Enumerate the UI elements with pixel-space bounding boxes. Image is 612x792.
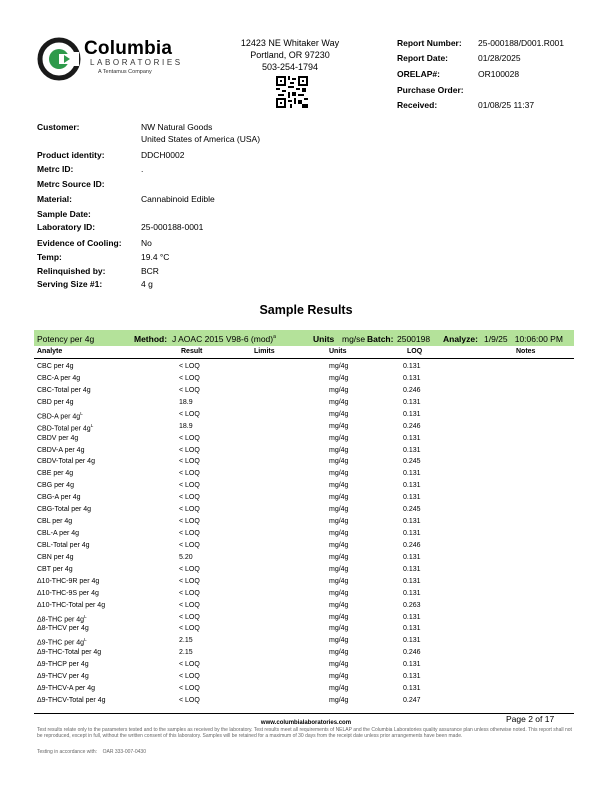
table-row xyxy=(0,494,612,506)
column-header-loq: LOQ xyxy=(407,348,423,355)
analyte-cell: CBC-Total per 4g xyxy=(37,386,91,394)
units-cell: mg/4g xyxy=(329,410,349,418)
units-cell: mg/4g xyxy=(329,470,349,478)
website-link[interactable]: www.columbialaboratories.com xyxy=(260,720,352,726)
units-cell: mg/4g xyxy=(329,649,349,657)
table-row xyxy=(0,423,612,435)
units-value: mg/se xyxy=(342,334,366,344)
report-number-label: Report Number: xyxy=(397,38,462,48)
units-cell: mg/4g xyxy=(329,589,349,597)
result-cell: < LOQ xyxy=(179,577,200,585)
loq-cell: 0.131 xyxy=(403,470,421,478)
units-cell: mg/4g xyxy=(329,434,349,442)
field-value: 4 g xyxy=(141,279,153,289)
field-value: 19.4 °C xyxy=(141,252,170,262)
orelap-value: OR100028 xyxy=(478,69,520,79)
report-number-value: 25-000188/D001.R001 xyxy=(478,38,565,48)
result-cell: < LOQ xyxy=(179,363,200,370)
result-cell: < LOQ xyxy=(179,589,200,597)
units-cell: mg/4g xyxy=(329,565,349,573)
loq-cell: 0.131 xyxy=(403,530,421,538)
table-row xyxy=(0,363,612,375)
field-value: DDCH0002 xyxy=(141,150,185,160)
table-row xyxy=(0,685,612,697)
method-value: J AOAC 2015 V98-6 (mod) xyxy=(172,334,274,344)
address-phone: 503-254-1794 xyxy=(261,62,319,72)
analyze-label: Analyze: xyxy=(443,334,478,344)
loq-cell: 0.263 xyxy=(403,601,421,609)
table-row xyxy=(0,435,612,447)
loq-cell: 0.131 xyxy=(403,363,421,370)
column-header-notes: Notes xyxy=(516,348,536,355)
result-cell: < LOQ xyxy=(179,565,200,573)
loq-cell: 0.131 xyxy=(403,553,421,561)
loq-cell: 0.131 xyxy=(403,625,421,633)
table-row xyxy=(0,375,612,387)
loq-cell: 0.131 xyxy=(403,494,421,502)
loq-cell: 0.131 xyxy=(403,446,421,454)
loq-cell: 0.131 xyxy=(403,518,421,526)
field-label: Relinquished by: xyxy=(37,266,106,276)
analyte-footnote: L xyxy=(90,422,94,428)
units-cell: mg/4g xyxy=(329,685,349,693)
field-label: Metrc ID: xyxy=(37,164,74,174)
loq-cell: 0.131 xyxy=(403,577,421,585)
units-cell: mg/4g xyxy=(329,541,349,549)
analyte-cell: CBT per 4g xyxy=(37,565,73,573)
units-cell: mg/4g xyxy=(329,518,349,526)
result-cell: < LOQ xyxy=(179,601,200,609)
table-row xyxy=(0,697,612,709)
result-cell: 2.15 xyxy=(179,649,193,657)
units-cell: mg/4g xyxy=(329,386,349,394)
loq-cell: 0.131 xyxy=(403,398,421,406)
analyte-cell: Δ10-THC-9R per 4g xyxy=(37,577,100,585)
units-cell: mg/4g xyxy=(329,422,349,430)
column-header-limits: Limits xyxy=(254,348,275,355)
testing-standard xyxy=(37,749,146,755)
result-cell: < LOQ xyxy=(179,386,200,394)
analyte-cell: Δ10-THC-9S per 4g xyxy=(37,589,99,597)
units-cell: mg/4g xyxy=(329,374,349,382)
table-row xyxy=(0,554,612,566)
analyte-cell: CBL-A per 4g xyxy=(37,530,80,538)
result-cell: 2.15 xyxy=(179,637,193,645)
section-title: Sample Results xyxy=(259,303,353,317)
result-cell: < LOQ xyxy=(179,530,200,538)
units-cell: mg/4g xyxy=(329,458,349,466)
method-footnote: a xyxy=(273,334,276,341)
report-date-label: Report Date: xyxy=(397,53,449,63)
result-cell: < LOQ xyxy=(179,673,200,681)
table-row xyxy=(0,482,612,494)
logo-subtitle: LABORATORIES xyxy=(90,58,183,67)
result-cell: < LOQ xyxy=(179,518,200,526)
loq-cell: 0.131 xyxy=(403,482,421,490)
analyte-cell: CBE per 4g xyxy=(37,470,74,478)
loq-cell: 0.246 xyxy=(403,541,421,549)
units-cell: mg/4g xyxy=(329,506,349,514)
units-cell: mg/4g xyxy=(329,398,349,406)
analyte-footnote: L xyxy=(84,613,87,619)
analyte-cell: CBC-A per 4g xyxy=(37,374,81,382)
field-value: No xyxy=(141,238,152,248)
table-row xyxy=(0,399,612,411)
units-label: Units xyxy=(313,334,335,344)
units-cell: mg/4g xyxy=(329,601,349,609)
units-cell: mg/4g xyxy=(329,553,349,561)
table-row xyxy=(0,566,612,578)
analyte-cell: CBDV per 4g xyxy=(37,434,79,442)
result-cell: < LOQ xyxy=(179,697,200,705)
testing-label: Testing in accordance with: xyxy=(37,749,98,755)
table-row xyxy=(0,673,612,685)
received-label: Received: xyxy=(397,100,438,110)
field-label: Laboratory ID: xyxy=(37,222,96,232)
table-row xyxy=(0,387,612,399)
analyte-cell: Δ8-THC per $4g^L$ xyxy=(37,613,87,623)
result-cell: < LOQ xyxy=(179,434,200,442)
result-cell: < LOQ xyxy=(179,374,200,382)
analyte-cell: Δ10-THC-Total per 4g xyxy=(37,601,106,609)
result-cell: < LOQ xyxy=(179,494,200,502)
analyze-value: 1/9/25 10:06:00 PM xyxy=(484,334,563,344)
units-cell: mg/4g xyxy=(329,697,349,705)
analyte-cell: CBD-A per $4g^L$ xyxy=(37,410,83,421)
result-cell: < LOQ xyxy=(179,458,200,466)
report-date-value: 01/28/2025 xyxy=(478,53,521,63)
units-cell: mg/4g xyxy=(329,661,349,669)
table-row xyxy=(0,530,612,542)
analyte-cell: CBDV-A per 4g xyxy=(37,446,85,454)
table-row xyxy=(0,458,612,470)
loq-cell: 0.246 xyxy=(403,422,421,430)
footer-divider xyxy=(34,713,574,714)
qr-code-icon xyxy=(276,76,308,108)
table-row xyxy=(0,614,612,626)
table-row xyxy=(0,637,612,649)
analyte-cell: Δ9-THC-Total per 4g xyxy=(37,649,102,657)
analyte-cell: Δ9-THCV-Total per 4g xyxy=(37,697,106,705)
units-cell: mg/4g xyxy=(329,577,349,585)
loq-cell: 0.131 xyxy=(403,685,421,693)
loq-cell: 0.131 xyxy=(403,673,421,681)
field-label: Serving Size #1: xyxy=(37,279,103,289)
result-cell: 5.20 xyxy=(179,553,193,561)
analyte-cell: CBD per 4g xyxy=(37,398,74,406)
address-line-1: 12423 NE Whitaker Way xyxy=(240,38,340,48)
analyte-cell: Δ9-THCV per 4g xyxy=(37,673,89,681)
analyte-cell: CBG-A per 4g xyxy=(37,494,81,502)
result-cell: 18.9 xyxy=(179,422,193,430)
loq-cell: 0.131 xyxy=(403,434,421,442)
result-cell: < LOQ xyxy=(179,506,200,514)
result-cell: < LOQ xyxy=(179,661,200,669)
units-cell: mg/4g xyxy=(329,613,349,621)
company-logo-icon xyxy=(37,37,81,81)
analyte-cell: CBG-Total per 4g xyxy=(37,506,92,514)
result-cell: < LOQ xyxy=(179,625,200,633)
field-label: Metrc Source ID: xyxy=(37,179,105,189)
column-header-units: Units xyxy=(329,348,347,355)
table-row xyxy=(0,661,612,673)
loq-cell: 0.131 xyxy=(403,613,421,621)
received-value: 01/08/25 11:37 xyxy=(478,100,535,110)
analyte-cell: Δ8-THCV per 4g xyxy=(37,625,89,633)
table-row xyxy=(0,590,612,602)
column-header-analyte: Analyte xyxy=(37,348,63,355)
analyte-cell: Δ9-THCV-A per 4g xyxy=(37,685,95,693)
header-divider xyxy=(34,358,574,359)
loq-cell: 0.246 xyxy=(403,386,421,394)
customer-country: United States of America (USA) xyxy=(141,134,261,144)
loq-cell: 0.131 xyxy=(403,637,421,645)
result-cell: < LOQ xyxy=(179,482,200,490)
analyte-cell: Δ9-THCP per 4g xyxy=(37,661,89,669)
loq-cell: 0.131 xyxy=(403,374,421,382)
units-cell: mg/4g xyxy=(329,363,349,370)
field-value: . xyxy=(141,164,144,174)
table-row xyxy=(0,625,612,637)
address-line-2: Portland, OR 97230 xyxy=(250,50,330,60)
units-cell: mg/4g xyxy=(329,446,349,454)
table-row xyxy=(0,649,612,661)
field-label: Product identity: xyxy=(37,150,105,160)
analyte-cell: CBG per 4g xyxy=(37,482,74,490)
result-cell: < LOQ xyxy=(179,446,200,454)
loq-cell: 0.245 xyxy=(403,506,421,514)
field-value: BCR xyxy=(141,266,159,276)
result-cell: < LOQ xyxy=(179,410,200,418)
page-number: Page 2 of 17 xyxy=(506,714,555,724)
customer-label: Customer: xyxy=(37,122,80,132)
testing-value: OAR 333-007-0430 xyxy=(102,749,146,755)
batch-value: 2500198 xyxy=(397,334,431,344)
result-cell: < LOQ xyxy=(179,685,200,693)
analyte-footnote: L xyxy=(80,410,83,416)
result-cell: < LOQ xyxy=(179,470,200,478)
units-cell: mg/4g xyxy=(329,494,349,502)
method-label: Method: xyxy=(134,334,168,344)
table-row xyxy=(0,411,612,423)
analyte-cell: CBL per 4g xyxy=(37,518,73,526)
column-header-result: Result xyxy=(181,348,203,355)
field-value: Cannabinoid Edible xyxy=(141,194,215,204)
table-row xyxy=(0,506,612,518)
loq-cell: 0.131 xyxy=(403,565,421,573)
table-row xyxy=(0,447,612,459)
table-row xyxy=(0,518,612,530)
analyte-cell: CBN per 4g xyxy=(37,553,74,561)
result-cell: < LOQ xyxy=(179,613,200,621)
table-row xyxy=(0,602,612,614)
loq-cell: 0.246 xyxy=(403,649,421,657)
units-cell: mg/4g xyxy=(329,625,349,633)
loq-cell: 0.131 xyxy=(403,589,421,597)
method-value-group xyxy=(172,334,276,344)
units-cell: mg/4g xyxy=(329,530,349,538)
analyte-cell: CBC per 4g xyxy=(37,363,74,370)
analyte-cell: CBDV-Total per 4g xyxy=(37,458,95,466)
potency-label: Potency per 4g xyxy=(37,334,95,344)
units-cell: mg/4g xyxy=(329,673,349,681)
analyte-cell: CBD-Total per $4g^L$ xyxy=(37,422,94,432)
table-row xyxy=(0,578,612,590)
disclaimer-text: Test results relate only to the parameters tested and to the samples as received by the laboratory. Test results meet all requirements of NELAP and the Columbia Laboratories quality assurance plan unless otherwise noted. This report shall not be reproduced, except in full, without the written consent of this laboratory. Samples will be retained for a maximum of 30 days from the receipt date unless prior arrangements have been made. xyxy=(37,727,572,740)
loq-cell: 0.131 xyxy=(403,661,421,669)
field-label: Evidence of Cooling: xyxy=(37,238,122,248)
loq-cell: 0.245 xyxy=(403,458,421,466)
loq-cell: 0.131 xyxy=(403,410,421,418)
field-label: Material: xyxy=(37,194,72,204)
result-cell: 18.9 xyxy=(179,398,193,406)
analyte-footnote: L xyxy=(84,637,87,643)
field-label: Sample Date: xyxy=(37,209,91,219)
logo-tagline: A Tentamus Company xyxy=(98,69,152,75)
field-value: 25-000188-0001 xyxy=(141,222,204,232)
purchase-order-label: Purchase Order: xyxy=(397,85,464,95)
analyte-cell: Δ9-THC per $4g^L$ xyxy=(37,637,87,647)
analyte-cell: CBL-Total per 4g xyxy=(37,541,90,549)
table-row xyxy=(0,542,612,554)
customer-name: NW Natural Goods xyxy=(141,122,213,132)
logo-name: Columbia xyxy=(84,38,173,59)
result-cell: < LOQ xyxy=(179,541,200,549)
orelap-label: ORELAP#: xyxy=(397,69,440,79)
loq-cell: 0.247 xyxy=(403,697,421,705)
field-label: Temp: xyxy=(37,252,62,262)
units-cell: mg/4g xyxy=(329,637,349,645)
table-row xyxy=(0,470,612,482)
batch-label: Batch: xyxy=(367,334,394,344)
units-cell: mg/4g xyxy=(329,482,349,490)
